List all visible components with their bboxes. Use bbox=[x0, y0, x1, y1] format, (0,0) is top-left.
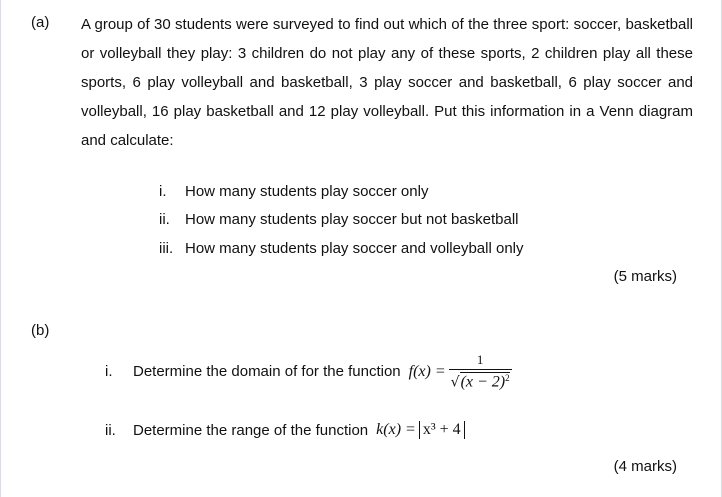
question-b-i bbox=[105, 352, 512, 392]
question-number: ii. bbox=[105, 421, 116, 439]
square-root-icon: √ bbox=[450, 374, 460, 391]
question-a-i bbox=[159, 183, 428, 200]
question-number: iii. bbox=[159, 240, 174, 257]
question-b-ii bbox=[105, 421, 465, 439]
fraction-numerator: 1 bbox=[476, 352, 484, 367]
part-a-marks: (5 marks) bbox=[613, 268, 677, 285]
part-b-label: (b) bbox=[31, 322, 50, 339]
absolute-value-expression: x³ + 4 bbox=[419, 421, 465, 439]
question-text: How many students play soccer but not basketball bbox=[185, 211, 519, 228]
radicand: (x − 2) bbox=[460, 373, 506, 391]
question-a-ii bbox=[159, 211, 519, 228]
function-lhs: f(x) = bbox=[408, 362, 446, 380]
question-number: ii. bbox=[159, 211, 170, 228]
part-a-label: (a) bbox=[31, 14, 50, 31]
part-b-marks: (4 marks) bbox=[613, 458, 677, 475]
question-number: i. bbox=[105, 363, 113, 381]
question-text: How many students play soccer only bbox=[185, 183, 429, 200]
fraction bbox=[449, 352, 512, 392]
part-a-paragraph: A group of 30 students were surveyed to find out which of the three sport: soccer, basketball or volleyball they play: 3 children do not play any of these sports, 2 children play all these sports, 6 play volleyball and basketball, 3 play soccer and basketball, 6 play soccer and volleyball, 16 play basketball and 12 play volleyball. Put this information in a Venn diagram and calculate: bbox=[81, 16, 693, 149]
question-text: Determine the domain of for the function bbox=[133, 363, 401, 381]
fraction-denominator: $√(x - 2)^2$ bbox=[449, 369, 512, 392]
question-a-iii bbox=[159, 240, 524, 257]
question-text: Determine the range of the function bbox=[133, 421, 369, 439]
question-text: How many students play soccer and volleyball only bbox=[185, 240, 524, 257]
question-number: i. bbox=[159, 183, 167, 200]
function-lhs: k(x) = bbox=[376, 421, 416, 438]
